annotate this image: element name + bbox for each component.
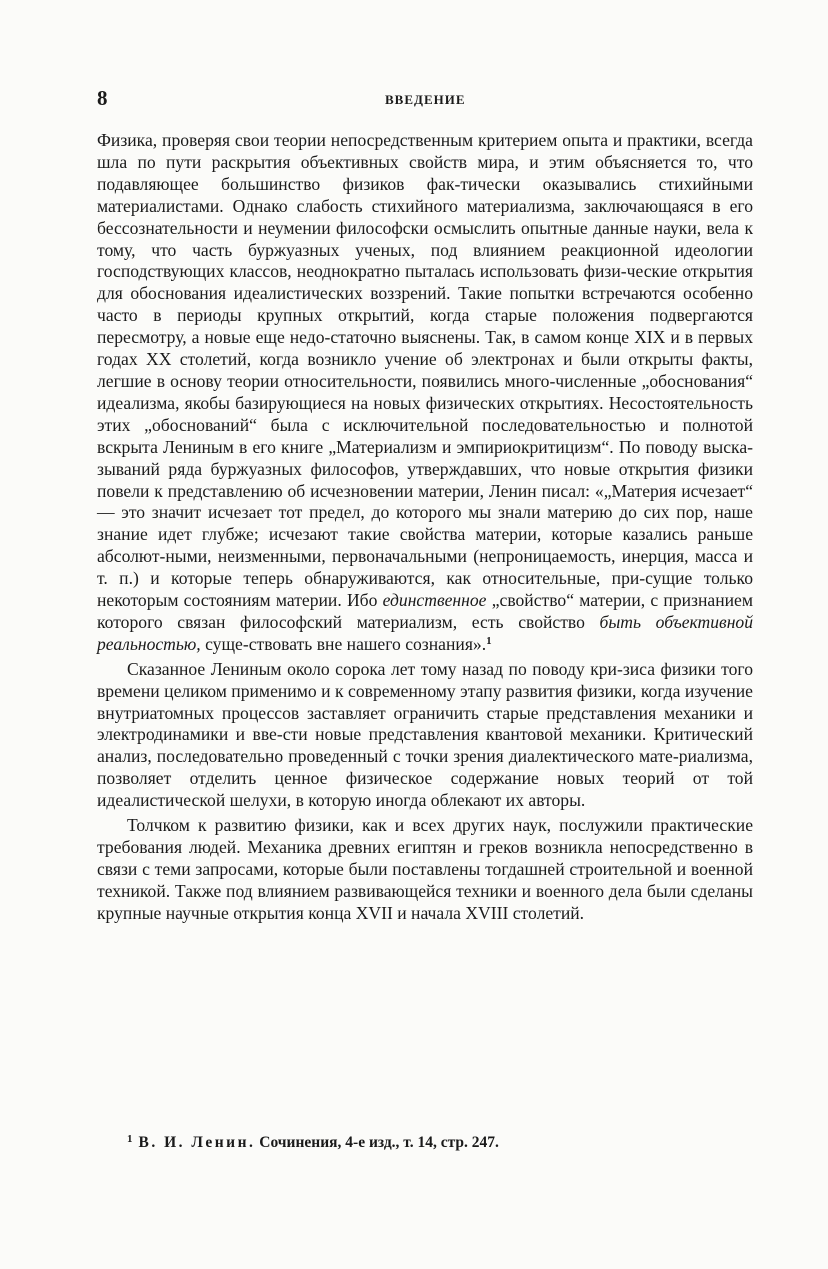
paragraph-1-text-a: Физика, проверяя свои теории непосредственным критерием опыта и практики, всегда шла по пути раскрытия объективных свойств мира, и этим объясняется то, что подавляющее большинство физиков фак-тически оказывались стихийными материалистами. Однако слабость стихийного материализма, заключающаяся в его бессознательности и неумении философски осмыслить опытные данные науки, вела к тому, что часть буржуазных ученых, под влиянием реакционной идеологии господствующих классов, неоднократно пыталась использовать физи-ческие открытия для обоснования идеалистических воззрений. Такие попытки встречаются особенно часто в периоды крупных открытий, когда старые положения подвергаются пересмотру, а новые еще недо-статочно выяснены. Так, в самом конце XIX и в первых годах XX столетий, когда возникло учение об электронах и были открыты факты, легшие в основу теории относительности, появились много-численные „обоснования“ идеализма, якобы базирующиеся на новых физических открытиях. Несостоятельность этих „обоснований“ была с исключительной последовательностью и полнотой вскрыта Лениным в его книге „Материализм и эмпириокритицизм“. По поводу выска-зываний ряда буржуазных философов, утверждавших, что новые открытия физики повели к представлению об исчезновении материи, Ленин писал: «„Материя исчезает“ — это значит исчезает тот предел, до которого мы знали материю до сих пор, наше знание идет глубже; исчезают такие свойства материи, которые казались раньше абсолют-ными, неизменными, первоначальными (непроницаемость, инерция, масса и т. п.) и которые теперь обнаруживаются, как относительные, при-сущие только некоторым состояниям материи. Ибо [97, 130, 753, 611]
paragraph-1-text-c: суще-ствовать вне нашего сознания». [205, 633, 487, 654]
paragraph-1 [97, 130, 753, 656]
paragraph-3: Толчком к развитию физики, как и всех других наук, послужили практические требования людей. Механика древних египтян и греков возникла непосредственно в связи с теми запросами, которые были поставлены тогдашней строительной и военной техникой. Также под влиянием развивающейся техники и военного дела были сделаны крупные научные открытия конца XVII и начала XVIII столетий. [97, 815, 753, 923]
paragraph-1-text-b: „свойство“ материи, с признанием которого связан философский материализм, есть свойство [97, 590, 753, 632]
page-number: 8 [97, 86, 108, 110]
page-header [97, 86, 755, 112]
main-text [97, 130, 753, 925]
paragraph-1-italic-2: быть объективной реальностью, [97, 611, 754, 654]
paragraph-1-italic-1: единственное [382, 590, 487, 611]
paragraph-2: Сказанное Лениным около сорока лет тому назад по поводу кри-зиса физики того времени целиком применимо и к современному этапу развития физики, когда изучение внутриатомных процессов заставляет ограничить старые представления механики и электродинамики и вве-сти новые представления квантовой механики. Критический анализ, последовательно проведенный с точки зрения диалектического мате-риализма, позволяет отделить ценное физическое содержание новых теорий от той идеалистической шелухи, в которую иногда облекают их авторы. [97, 658, 753, 811]
footnote-marker: 1 [127, 1133, 133, 1145]
running-head: ВВЕДЕНИЕ [385, 92, 466, 107]
footnote-text: Сочинения, 4-е изд., т. 14, стр. 247. [259, 1134, 499, 1151]
footnote-author: В. И. Ленин. [138, 1134, 256, 1151]
footnote-reference: 1 [486, 634, 492, 647]
footnote [127, 1133, 747, 1152]
